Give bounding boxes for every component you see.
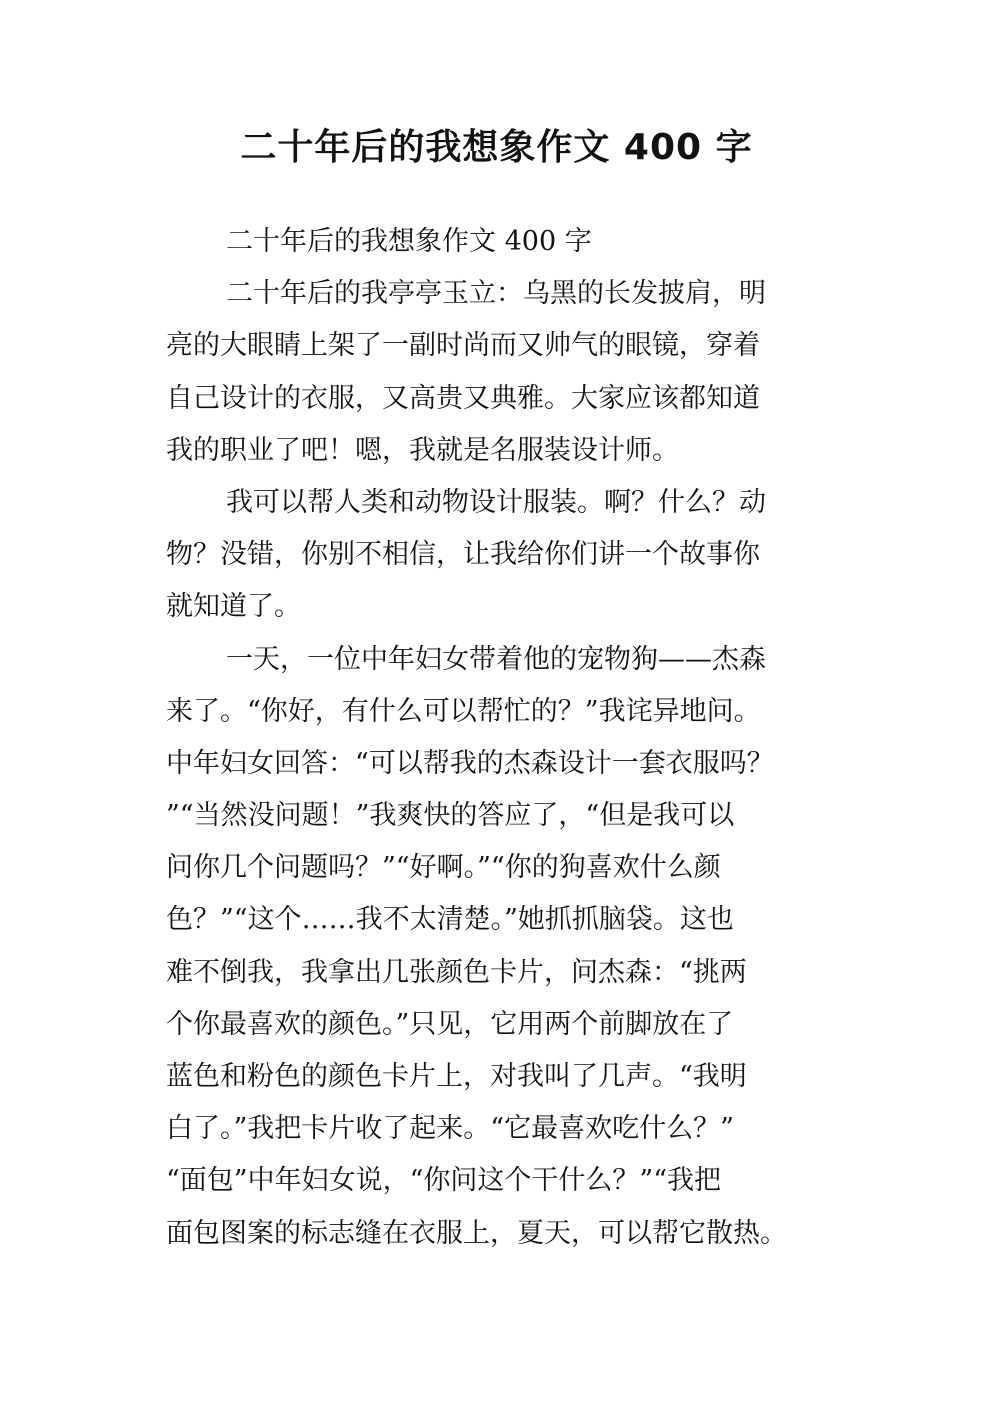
text-line: 个你最喜欢的颜色。”只见，它用两个前脚放在了 xyxy=(166,1008,734,1040)
text-line: 就知道了。 xyxy=(166,591,301,623)
text-line: 亮的大眼睛上架了一副时尚而又帅气的眼镜，穿着 xyxy=(166,330,760,362)
text-line: 蓝色和粉色的颜色卡片上，对我叫了几声。“我明 xyxy=(166,1061,747,1092)
document-title: 二十年后的我想象作文 400 字 xyxy=(240,127,753,168)
text-line: 自己设计的衣服，又高贵又典雅。大家应该都知道 xyxy=(166,382,760,414)
text-line: 来了。“你好，有什么可以帮忙的？”我诧异地问。 xyxy=(166,695,761,727)
text-line: 一天，一位中年妇女带着他的宠物狗——杰森 xyxy=(226,643,766,675)
text-line: 色？”“这个……我不太清楚。”她抓抓脑袋。这也 xyxy=(166,904,734,936)
text-line: 中年妇女回答：“可以帮我的杰森设计一套衣服吗？ xyxy=(166,747,774,779)
text-line: 问你几个问题吗？”“好啊。”“你的狗喜欢什么颜 xyxy=(166,852,721,884)
text-line: 物？没错，你别不相信，让我给你们讲一个故事你 xyxy=(166,539,760,571)
text-line: 白了。”我把卡片收了起来。“它最喜欢吃什么？” xyxy=(166,1113,734,1145)
text-line: 我的职业了吧！嗯，我就是名服装设计师。 xyxy=(166,434,679,466)
text-line: “面包”中年妇女说，“你问这个干什么？”“我把 xyxy=(166,1165,722,1197)
document-body xyxy=(166,216,838,1260)
text-line: 难不倒我，我拿出几张颜色卡片，问杰森：“挑两 xyxy=(166,956,747,988)
text-line: 二十年后的我亭亭玉立：乌黑的长发披肩，明 xyxy=(226,278,766,310)
text-line: 二十年后的我想象作文 400 字 xyxy=(226,226,592,257)
text-line: 面包图案的标志缝在衣服上，夏天，可以帮它散热。 xyxy=(166,1217,787,1249)
text-line: 我可以帮人类和动物设计服装。啊？什么？动 xyxy=(226,486,766,518)
text-line: ”“当然没问题！”我爽快的答应了，“但是我可以 xyxy=(166,800,735,832)
